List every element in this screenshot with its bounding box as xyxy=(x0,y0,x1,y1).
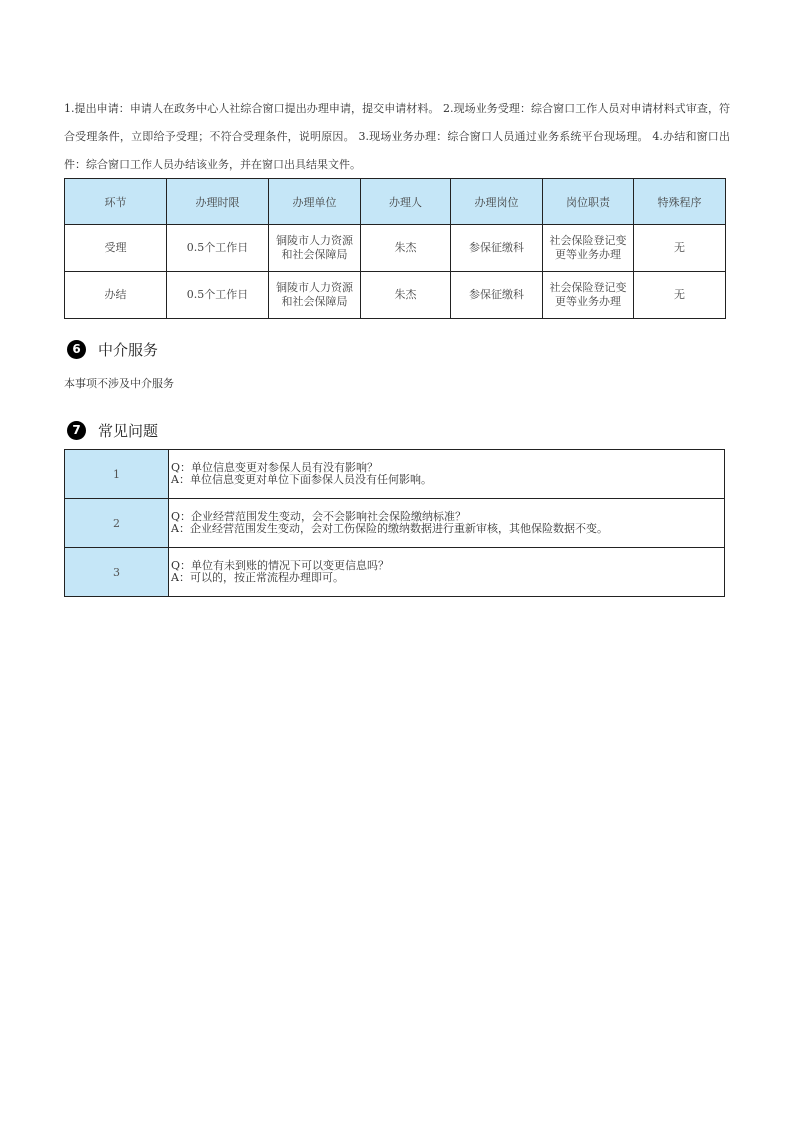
faq-question: Q：单位信息变更对参保人员有没有影响？ xyxy=(171,461,379,474)
section-title: 常见问题 xyxy=(98,421,159,440)
table-row xyxy=(65,225,726,272)
table-cell: 受理 xyxy=(65,225,167,272)
faq-content xyxy=(169,450,725,499)
faq-content xyxy=(169,499,725,548)
faq-row xyxy=(65,548,725,597)
table-cell: 铜陵市人力资源和社会保障局 xyxy=(269,272,361,319)
faq-question: Q：单位有未到账的情况下可以变更信息吗？ xyxy=(171,559,390,572)
faq-answer: A：企业经营范围发生变动，会对工伤保险的缴纳数据进行重新审核，其他保险数据不变。 xyxy=(171,522,608,535)
faq-row xyxy=(65,450,725,499)
header-cell: 办理单位 xyxy=(269,179,361,225)
section-number-badge: 6 xyxy=(67,340,86,359)
header-cell: 办理人 xyxy=(361,179,451,225)
header-cell: 办理时限 xyxy=(167,179,269,225)
table-cell: 0.5个工作日 xyxy=(167,225,269,272)
section-heading-faq xyxy=(67,419,158,441)
faq-index: 1 xyxy=(65,450,169,499)
table-cell: 参保征缴科 xyxy=(451,225,543,272)
faq-index: 2 xyxy=(65,499,169,548)
section-number-badge: 7 xyxy=(67,421,86,440)
intermediary-note: 本事项不涉及中介服务 xyxy=(64,377,174,390)
table-header-row xyxy=(65,179,726,225)
faq-answer: A：单位信息变更对单位下面参保人员没有任何影响。 xyxy=(171,473,432,486)
faq-row xyxy=(65,499,725,548)
header-cell: 环节 xyxy=(65,179,167,225)
faq-answer: A：可以的，按正常流程办理即可。 xyxy=(171,571,344,584)
table-cell: 社会保险登记变更等业务办理 xyxy=(543,225,634,272)
table-cell: 朱杰 xyxy=(361,225,451,272)
section-title: 中介服务 xyxy=(98,340,159,359)
faq-table xyxy=(64,449,725,597)
table-cell: 无 xyxy=(634,225,726,272)
process-description: 1.提出申请：申请人在政务中心人社综合窗口提出办理申请，提交申请材料。 2.现场业务受理：综合窗口工作人员对申请材料式审查，符合受理条件，立即给予受理；不符合受理条件，说明原因。 3.现场业务办理：综合窗口人员通过业务系统平台现场理。 4.办结和窗口出件：综合窗口工作人员办结该业务，并在窗口出具结果文件。 xyxy=(64,102,730,171)
section-heading-intermediary xyxy=(67,338,158,360)
header-cell: 岗位职责 xyxy=(543,179,634,225)
process-table xyxy=(64,178,726,319)
table-cell: 参保征缴科 xyxy=(451,272,543,319)
table-row xyxy=(65,272,726,319)
table-cell: 无 xyxy=(634,272,726,319)
table-cell: 社会保险登记变更等业务办理 xyxy=(543,272,634,319)
table-cell: 铜陵市人力资源和社会保障局 xyxy=(269,225,361,272)
table-cell: 0.5个工作日 xyxy=(167,272,269,319)
faq-question: Q：企业经营范围发生变动，会不会影响社会保险缴纳标准？ xyxy=(171,510,467,523)
faq-content xyxy=(169,548,725,597)
header-cell: 办理岗位 xyxy=(451,179,543,225)
header-cell: 特殊程序 xyxy=(634,179,726,225)
table-cell: 办结 xyxy=(65,272,167,319)
faq-index: 3 xyxy=(65,548,169,597)
table-cell: 朱杰 xyxy=(361,272,451,319)
